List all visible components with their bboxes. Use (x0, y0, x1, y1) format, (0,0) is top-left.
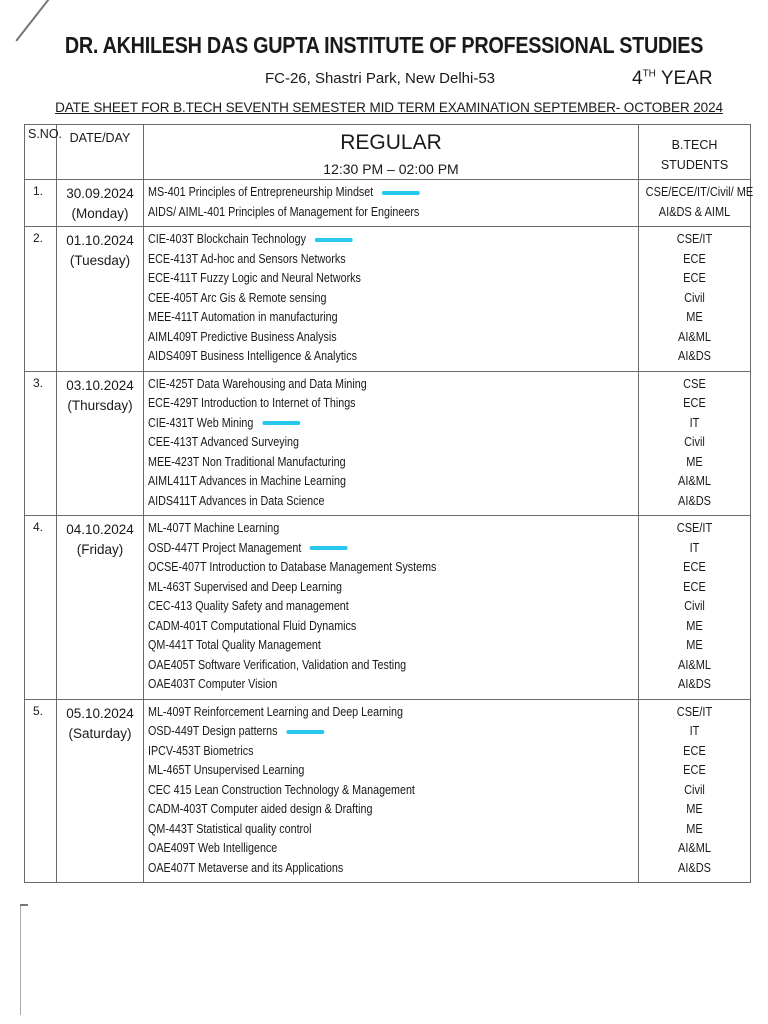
paper-entry (148, 308, 569, 328)
branch-entry: AI&DS (677, 860, 711, 875)
paper-entry (148, 617, 569, 637)
paper-entry (148, 492, 569, 512)
branch-entry: IT (689, 724, 700, 738)
highlight-marker (315, 238, 353, 242)
header-sno: S.NO. (25, 125, 57, 180)
scan-mark-left-edge (20, 905, 21, 1015)
year-word: YEAR (660, 68, 713, 89)
branch-entry: AI&DS (677, 677, 711, 691)
row-sno: 2. (25, 227, 57, 372)
exam-day: (Saturday) (68, 725, 132, 741)
branch-entry: AI&DS & AIML (658, 204, 731, 219)
paper-entry (148, 859, 569, 879)
date-sheet-table (24, 124, 754, 883)
branch-entry: ME (686, 454, 703, 469)
highlight-marker (286, 730, 324, 734)
branch-entry: Civil (684, 782, 705, 797)
paper-title: MEE-423T Non Traditional Manufacturing (148, 454, 346, 469)
branch-entry: AI&DS (677, 493, 711, 508)
paper-entry (148, 347, 569, 367)
paper-title: MEE-411T Automation in manufacturing (148, 310, 338, 324)
row-date-day (57, 699, 144, 883)
paper-title: OAE403T Computer Vision (148, 677, 278, 691)
row-sno: 1. (25, 180, 57, 227)
exam-day: (Monday) (71, 206, 129, 221)
table-row (25, 516, 751, 700)
paper-entry (148, 230, 569, 250)
row-papers (144, 699, 639, 883)
branch-entry: IT (689, 540, 700, 555)
paper-entry (148, 636, 569, 656)
paper-title: CIE-431T Web Mining (148, 415, 254, 430)
exam-date: 30.09.2024 (66, 186, 134, 201)
branch-entry: ME (686, 821, 703, 836)
paper-title: CEC-413 Quality Safety and management (148, 599, 349, 613)
paper-title: OCSE-407T Introduction to Database Management Systems (148, 560, 437, 574)
exam-date: 04.10.2024 (66, 522, 134, 537)
header-date-day: DATE/DAY (57, 125, 144, 180)
year-number: 4 (632, 68, 643, 89)
branch-entry: ECE (683, 271, 706, 285)
row-date-day (57, 371, 144, 516)
branch-entry: IT (689, 415, 700, 430)
table-row (25, 227, 751, 372)
header-branch-line2: STUDENTS (660, 158, 729, 172)
paper-entry (148, 269, 569, 289)
paper-title: IPCV-453T Biometrics (148, 743, 254, 758)
exam-date: 03.10.2024 (66, 377, 134, 393)
paper-entry (148, 539, 569, 559)
branch-entry: AI&ML (677, 841, 711, 855)
branch-entry: ECE (683, 743, 706, 758)
row-papers (144, 227, 639, 372)
highlight-marker (382, 191, 420, 195)
paper-entry (148, 203, 569, 223)
branch-entry: ECE (683, 579, 706, 594)
paper-entry (148, 289, 569, 309)
date-sheet-title: DATE SHEET FOR B.TECH SEVENTH SEMESTER MID TERM EXAMINATION SEPTEMBER- OCTOBER 2024 (55, 100, 723, 115)
paper-entry (148, 375, 569, 395)
paper-title: QM-443T Statistical quality control (148, 821, 312, 836)
table-row (25, 699, 751, 883)
paper-title: OAE409T Web Intelligence (148, 841, 278, 855)
table-row (25, 371, 751, 516)
exam-date: 01.10.2024 (66, 233, 134, 248)
branch-entry: ME (686, 802, 703, 816)
header-regular-label: REGULAR (340, 131, 442, 154)
paper-entry (148, 656, 569, 676)
row-branches (639, 227, 751, 372)
paper-title: AIML409T Predictive Business Analysis (148, 329, 337, 344)
paper-title: CIE-403T Blockchain Technology (148, 232, 306, 246)
paper-title: ECE-413T Ad-hoc and Sensors Networks (148, 251, 346, 266)
table-row (25, 180, 751, 227)
paper-entry (148, 839, 569, 859)
row-date-day (57, 516, 144, 700)
row-papers (144, 516, 639, 700)
institute-name: DR. AKHILESH DAS GUPTA INSTITUTE OF PROFESSIONAL STUDIES (64, 32, 704, 58)
branch-entry: ME (686, 638, 703, 652)
paper-entry (148, 472, 569, 492)
exam-day: (Thursday) (67, 397, 133, 413)
branch-entry: ECE (683, 763, 706, 777)
row-papers (144, 371, 639, 516)
branch-entry: AI&DS (677, 349, 711, 363)
row-branches (639, 516, 751, 700)
branch-entry: CSE/IT (676, 232, 713, 246)
paper-entry (148, 742, 569, 762)
branch-entry: ME (686, 618, 703, 633)
paper-entry (148, 820, 569, 840)
paper-title: CEE-405T Arc Gis & Remote sensing (148, 290, 327, 305)
table-header-row (25, 125, 751, 180)
branch-entry: Civil (684, 599, 705, 613)
paper-entry (148, 433, 569, 453)
branch-entry: ECE (683, 396, 706, 410)
paper-entry (148, 722, 569, 742)
branch-entry: CSE/IT (676, 704, 713, 719)
row-sno: 5. (25, 699, 57, 883)
exam-day: (Friday) (76, 542, 124, 557)
paper-entry (148, 800, 569, 820)
year-label (632, 68, 713, 90)
row-branches (639, 699, 751, 883)
paper-title: AIML411T Advances in Machine Learning (148, 474, 347, 488)
header-branch-line1: B.TECH (671, 138, 718, 152)
paper-title: OAE405T Software Verification, Validation and Testing (148, 657, 407, 672)
scan-mark-corner (20, 904, 28, 906)
row-branches (639, 371, 751, 516)
paper-entry (148, 781, 569, 801)
paper-entry (148, 597, 569, 617)
row-date-day (57, 180, 144, 227)
branch-entry: AI&ML (677, 329, 711, 344)
paper-title: CADM-403T Computer aided design & Drafting (148, 802, 373, 816)
paper-entry (148, 394, 569, 414)
paper-title: CEE-413T Advanced Surveying (148, 435, 299, 449)
highlight-marker (262, 421, 300, 425)
branch-entry: AI&ML (677, 657, 711, 672)
highlight-marker (310, 546, 348, 550)
branch-entry: ME (686, 310, 703, 324)
paper-entry (148, 183, 569, 203)
scan-mark-top-left (15, 0, 54, 41)
paper-title: ML-463T Supervised and Deep Learning (148, 579, 343, 594)
paper-entry (148, 578, 569, 598)
branch-entry: Civil (684, 290, 705, 305)
paper-title: CEC 415 Lean Construction Technology & Management (148, 782, 415, 797)
paper-title: ML-407T Machine Learning (148, 521, 280, 535)
row-sno: 3. (25, 371, 57, 516)
paper-entry (148, 703, 569, 723)
paper-entry (148, 675, 569, 695)
paper-title: MS-401 Principles of Entrepreneurship Mindset (148, 185, 374, 199)
row-branches (639, 180, 754, 227)
branch-entry: Civil (684, 435, 705, 449)
branch-entry: CSE/ECE/IT/Civil/ ME (645, 185, 754, 199)
exam-date: 05.10.2024 (66, 705, 134, 721)
exam-day: (Tuesday) (69, 253, 131, 268)
paper-title: AIDS411T Advances in Data Science (148, 493, 325, 508)
institute-address: FC-26, Shastri Park, New Delhi-53 (264, 70, 496, 87)
paper-title: CADM-401T Computational Fluid Dynamics (148, 618, 357, 633)
row-date-day (57, 227, 144, 372)
paper-entry (148, 558, 569, 578)
paper-title: OAE407T Metaverse and its Applications (148, 860, 344, 875)
header-exam-timing: 12:30 PM – 02:00 PM (323, 161, 459, 177)
header-regular (144, 125, 639, 180)
table-body (25, 180, 754, 883)
paper-entry (148, 761, 569, 781)
row-sno: 4. (25, 516, 57, 700)
branch-entry: ECE (683, 560, 706, 574)
paper-entry (148, 414, 569, 434)
paper-title: OSD-449T Design patterns (148, 724, 278, 738)
paper-title: ECE-429T Introduction to Internet of Things (148, 396, 356, 410)
branch-entry: CSE (683, 376, 706, 391)
paper-title: AIDS/ AIML-401 Principles of Management for Engineers (148, 204, 420, 219)
paper-entry (148, 519, 569, 539)
paper-entry (148, 328, 569, 348)
row-papers (144, 180, 639, 227)
header-branch (639, 125, 751, 180)
branch-entry: AI&ML (677, 474, 711, 488)
paper-title: ECE-411T Fuzzy Logic and Neural Networks (148, 271, 361, 285)
paper-entry (148, 453, 569, 473)
paper-title: ML-465T Unsupervised Learning (148, 763, 305, 777)
branch-entry: CSE/IT (676, 521, 713, 535)
paper-title: CIE-425T Data Warehousing and Data Mining (148, 376, 367, 391)
paper-title: QM-441T Total Quality Management (148, 638, 321, 652)
year-suffix: TH (642, 68, 656, 80)
paper-title: ML-409T Reinforcement Learning and Deep Learning (148, 704, 403, 719)
paper-entry (148, 250, 569, 270)
paper-title: OSD-447T Project Management (148, 540, 302, 555)
branch-entry: ECE (683, 251, 706, 266)
paper-title: AIDS409T Business Intelligence & Analytics (148, 349, 357, 363)
